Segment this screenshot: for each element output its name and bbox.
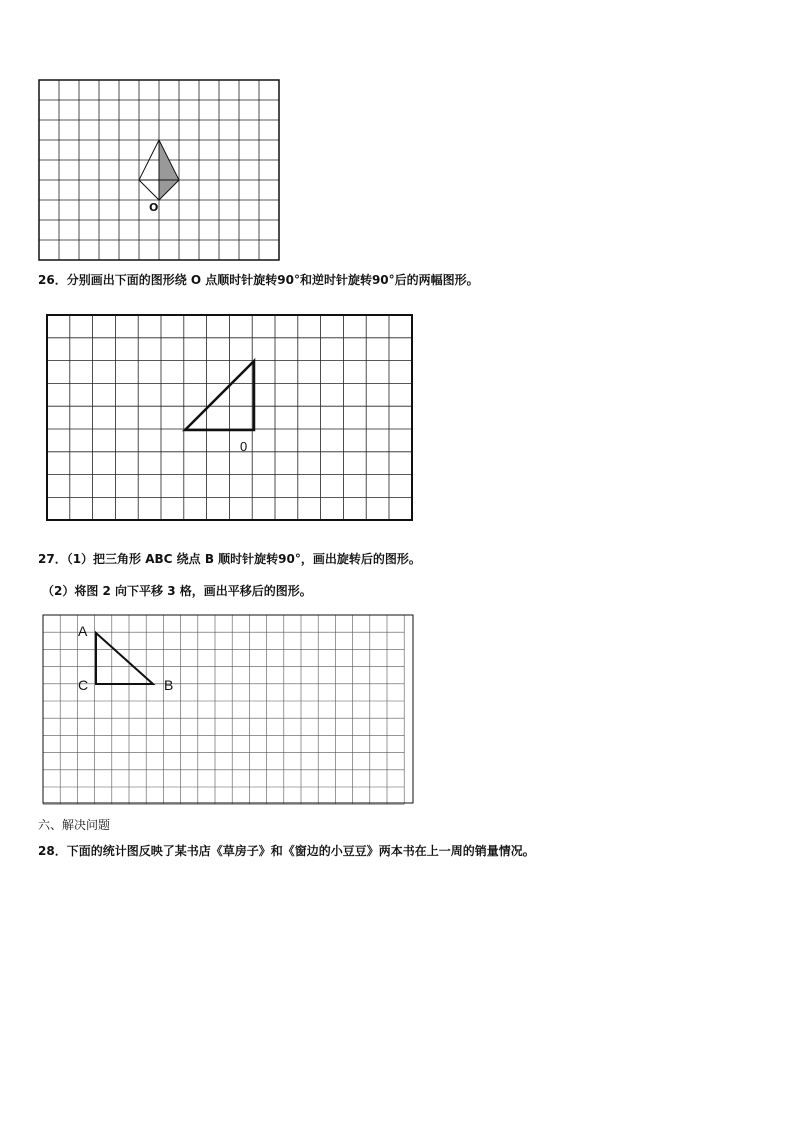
point-o-label: O — [149, 201, 159, 214]
point-zero-label: 0 — [240, 439, 248, 454]
grid-border — [43, 615, 413, 803]
triangle-abc — [96, 633, 153, 684]
question-28: 28．下面的统计图反映了某书店《草房子》和《窗边的小豆豆》两本书在上一周的销量情况。 — [38, 844, 535, 858]
grid-figure-kite — [38, 78, 282, 262]
grid-figure-abc — [42, 614, 416, 806]
section-six-title: 六、解决问题 — [38, 818, 111, 832]
grid-figure-triangle — [45, 313, 415, 523]
grid-lines — [43, 615, 404, 804]
question-27-part1: 27．（1）把三角形 ABC 绕点 B 顺时针旋转90°，画出旋转后的图形。 — [38, 552, 421, 566]
question-26: 26．分别画出下面的图形绕 O 点顺时针旋转90°和逆时针旋转90°后的两幅图形。 — [38, 273, 479, 287]
kite-shaded-half — [159, 140, 179, 200]
question-27-part2: （2）将图 2 向下平移 3 格，画出平移后的图形。 — [42, 584, 312, 598]
vertex-a-label: A — [78, 623, 88, 639]
grid-lines — [47, 315, 412, 520]
vertex-c-label: C — [78, 677, 89, 693]
vertex-b-label: B — [164, 677, 174, 693]
kite-outline-half — [139, 140, 159, 200]
right-triangle — [185, 361, 254, 430]
